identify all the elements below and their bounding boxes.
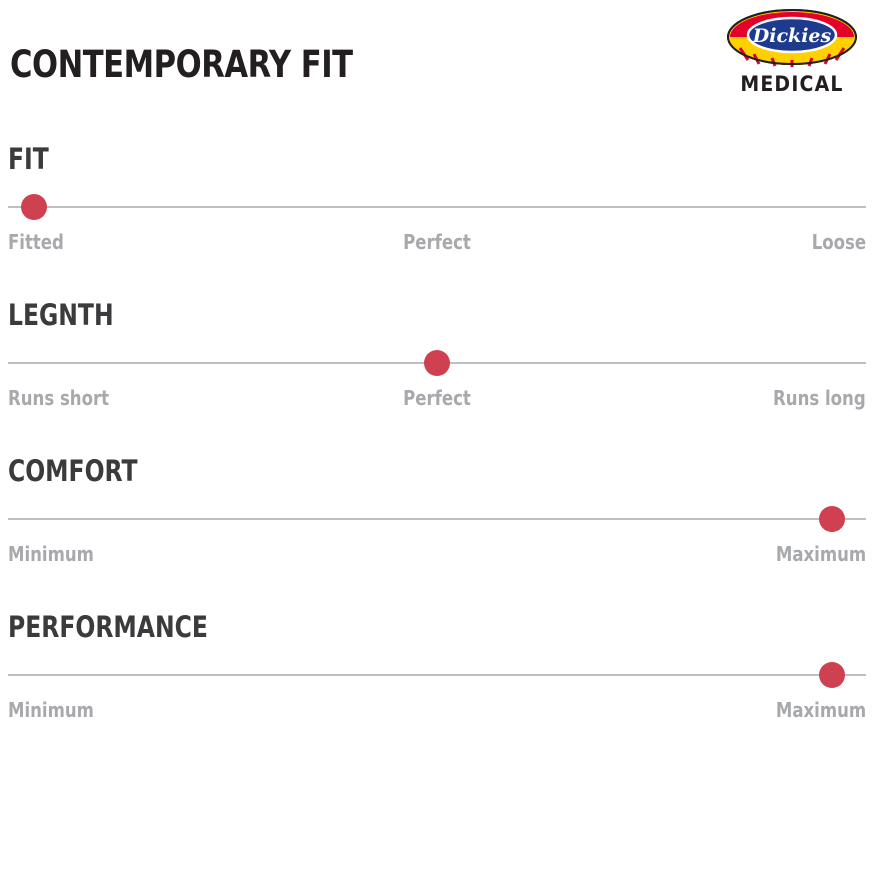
tick-label-right-fit: Loose [811,230,866,254]
page-header [8,0,866,120]
tick-label-left-comfort: Minimum [8,542,94,566]
scales-list [8,120,866,744]
scale-label-legnth: LEGNTH [8,298,114,332]
page-title: CONTEMPORARY FIT [10,42,353,86]
tick-label-right-comfort: Maximum [775,542,866,566]
tick-labels-performance [8,698,866,726]
slider-track-legnth[interactable] [8,348,866,378]
slider-thumb-comfort[interactable] [819,506,845,532]
tick-label-right-performance: Maximum [775,698,866,722]
tick-label-left-fit: Fitted [8,230,64,254]
tick-label-right-legnth: Runs long [773,386,866,410]
slider-thumb-fit[interactable] [21,194,47,220]
slider-track-fit[interactable] [8,192,866,222]
track-line-comfort [8,518,866,520]
slider-track-comfort[interactable] [8,504,866,534]
brand-logo [722,6,862,96]
svg-text:Dickies: Dickies [752,25,832,47]
dickies-logo-icon [726,6,858,68]
scale-legnth [8,276,866,432]
slider-thumb-legnth[interactable] [424,350,450,376]
tick-labels-comfort [8,542,866,570]
tick-label-center-fit: Perfect [403,230,471,254]
scale-label-fit: FIT [8,142,49,176]
track-line-fit [8,206,866,208]
tick-label-left-legnth: Runs short [8,386,110,410]
tick-labels-fit [8,230,866,258]
scale-comfort [8,432,866,588]
scale-fit [8,120,866,276]
track-line-performance [8,674,866,676]
brand-sub-label: MEDICAL [740,72,844,96]
scale-label-performance: PERFORMANCE [8,610,208,644]
scale-label-comfort: COMFORT [8,454,138,488]
slider-track-performance[interactable] [8,660,866,690]
tick-label-center-legnth: Perfect [403,386,471,410]
slider-thumb-performance[interactable] [819,662,845,688]
tick-labels-legnth [8,386,866,414]
scale-performance [8,588,866,744]
tick-label-left-performance: Minimum [8,698,94,722]
